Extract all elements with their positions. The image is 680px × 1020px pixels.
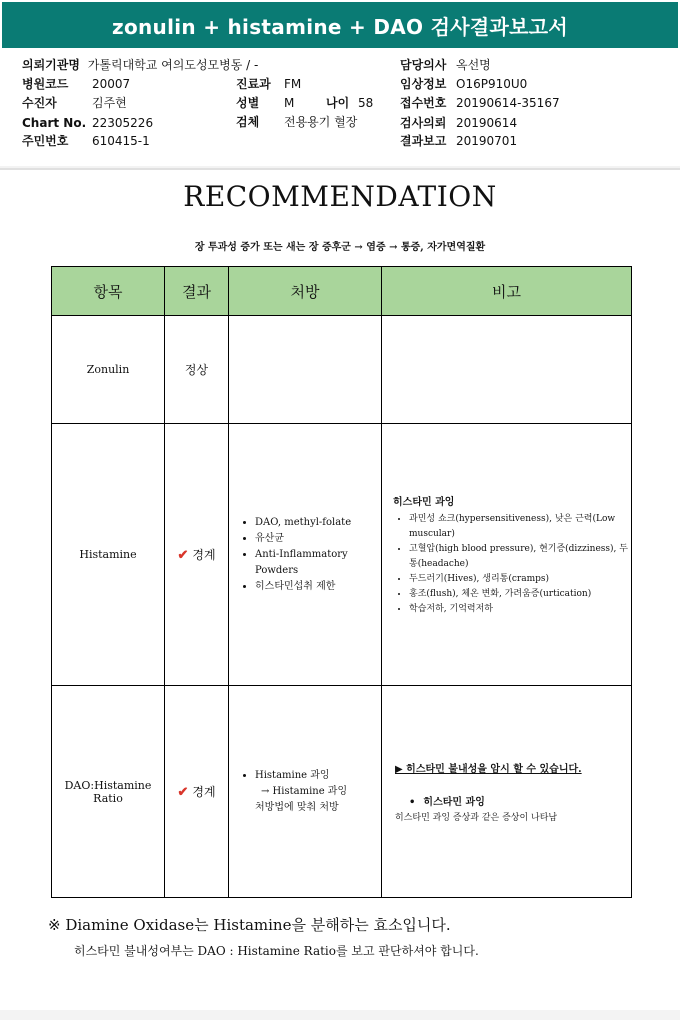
- age-label: 나이: [326, 96, 350, 110]
- list-item: • 학습저하, 기억력저하: [409, 602, 630, 617]
- result-zonulin: 정상: [165, 316, 229, 424]
- patient-field: [22, 96, 127, 110]
- notes-histamine: [382, 424, 632, 686]
- check-icon: ✔: [177, 548, 189, 563]
- table-row-dao: [52, 686, 632, 898]
- result-dao-label: 경계: [192, 785, 216, 799]
- chart-no-label: Chart No.: [22, 116, 87, 130]
- hospital-code-value: 20007: [92, 77, 131, 91]
- prescription-histamine: [229, 424, 382, 686]
- specimen-value: 전용용기 혈장: [284, 115, 358, 129]
- clinical-info-label: 임상정보: [400, 77, 447, 91]
- specimen-field: [236, 115, 357, 129]
- list-item: • DAO, methyl-folate: [255, 515, 380, 531]
- age-value: 58: [358, 96, 374, 110]
- doctor-field: [400, 58, 491, 72]
- specimen-label: 검체: [236, 115, 260, 129]
- report-date-field: [400, 134, 517, 148]
- prescription-line: → Histamine 과잉: [261, 785, 348, 797]
- department-label: 진료과: [236, 77, 271, 91]
- list-item: • 두드러기(Hives), 생리통(cramps): [409, 572, 630, 587]
- table-row-zonulin: [52, 316, 632, 424]
- prescription-list: [230, 768, 380, 816]
- check-icon: ✔: [177, 785, 189, 800]
- notes-title: 히스타민 과잉: [393, 496, 455, 508]
- hospital-label: 의뢰기관명: [22, 58, 80, 72]
- list-item: • 과민성 쇼크(hypersensitiveness), 낮은 근력(Low muscular): [409, 512, 630, 542]
- notes-subtitle: • 히스타민 과잉: [409, 793, 630, 808]
- sex-field: [236, 96, 373, 110]
- receipt-no-value: 20190614-35167: [456, 96, 560, 110]
- prescription-dao: [229, 686, 382, 898]
- doctor-label: 담당의사: [400, 58, 447, 72]
- resident-no-field: [22, 134, 150, 148]
- department-field: [236, 77, 301, 91]
- list-item: • 고혈압(high blood pressure), 현기증(dizziness), 두통(headache): [409, 542, 630, 572]
- prescription-list: [230, 515, 380, 595]
- list-item: [255, 768, 380, 816]
- chart-no-field: [22, 116, 153, 130]
- request-date-field: [400, 116, 517, 130]
- table-header-row: [52, 267, 632, 316]
- notes-dao: [382, 686, 632, 898]
- column-header-notes: 비고: [382, 267, 632, 316]
- item-histamine: Histamine: [52, 424, 165, 686]
- symptom-list: [383, 512, 630, 617]
- patient-value: 김주현: [92, 96, 127, 110]
- report-date-label: 결과보고: [400, 134, 447, 148]
- list-item: • 유산균: [255, 531, 380, 547]
- clinical-info-value: O16P910U0: [456, 77, 528, 91]
- doctor-value: 옥선명: [456, 58, 491, 72]
- column-header-item: 항목: [52, 267, 165, 316]
- notes-text: 히스타민 과잉 증상과 같은 증상이 나타남: [395, 813, 558, 823]
- item-zonulin: Zonulin: [52, 316, 165, 424]
- list-item: • 홍조(flush), 체온 변화, 가려움증(urtication): [409, 587, 630, 602]
- prescription-zonulin: [229, 316, 382, 424]
- intolerance-alert: ▶ 히스타민 불내성을 암시 할 수 있습니다.: [395, 764, 582, 775]
- request-date-label: 검사의뢰: [400, 116, 447, 130]
- item-dao-line1: DAO:Histamine: [64, 778, 152, 792]
- list-item: • Anti-Inflammatory Powders: [255, 547, 380, 579]
- list-item: • 히스타민섭취 제한: [255, 579, 380, 595]
- notes-zonulin: [382, 316, 632, 424]
- recommendation-title: RECOMMENDATION: [183, 180, 497, 213]
- prescription-line: • Histamine 과잉: [255, 769, 330, 781]
- column-header-result: 결과: [165, 267, 229, 316]
- hospital-code-label: 병원코드: [22, 77, 69, 91]
- table-row-histamine: [52, 424, 632, 686]
- recommendation-subtitle: 장 투과성 증가 또는 새는 장 증후군 → 염증 → 통증, 자가면역질환: [194, 242, 486, 253]
- recommendation-table: [51, 266, 632, 898]
- resident-no-label: 주민번호: [22, 134, 69, 148]
- request-date-value: 20190614: [456, 116, 518, 130]
- result-dao: [165, 686, 229, 898]
- sex-label: 성별: [236, 96, 260, 110]
- report-title: zonulin + histamine + DAO 검사결과보고서: [2, 2, 678, 48]
- hospital-field: [22, 58, 258, 72]
- patient-label: 수진자: [22, 96, 57, 110]
- resident-no-value: 610415-1: [92, 134, 150, 148]
- report-date-value: 20190701: [456, 134, 518, 148]
- result-histamine: [165, 424, 229, 686]
- hospital-value: 가톨릭대학교 여의도성모병동 / -: [87, 58, 259, 72]
- column-header-prescription: 처방: [229, 267, 382, 316]
- result-histamine-label: 경계: [192, 548, 216, 562]
- receipt-no-field: [400, 96, 560, 110]
- sex-value: M: [284, 96, 295, 110]
- footer-note: ※ Diamine Oxidase는 Histamine을 분해하는 효소입니다.: [48, 916, 451, 934]
- item-dao-line2: Ratio: [93, 791, 123, 805]
- hospital-code-field: [22, 77, 130, 91]
- item-dao: [52, 686, 165, 898]
- clinical-info-field: [400, 77, 527, 91]
- prescription-line: 처방법에 맞춰 처방: [255, 801, 339, 813]
- footer-guidance: 히스타민 불내성여부는 DAO : Histamine Ratio를 보고 판단하셔야 합니다.: [74, 944, 479, 958]
- department-value: FM: [284, 77, 302, 91]
- receipt-no-label: 접수번호: [400, 96, 447, 110]
- chart-no-value: 22305226: [92, 116, 154, 130]
